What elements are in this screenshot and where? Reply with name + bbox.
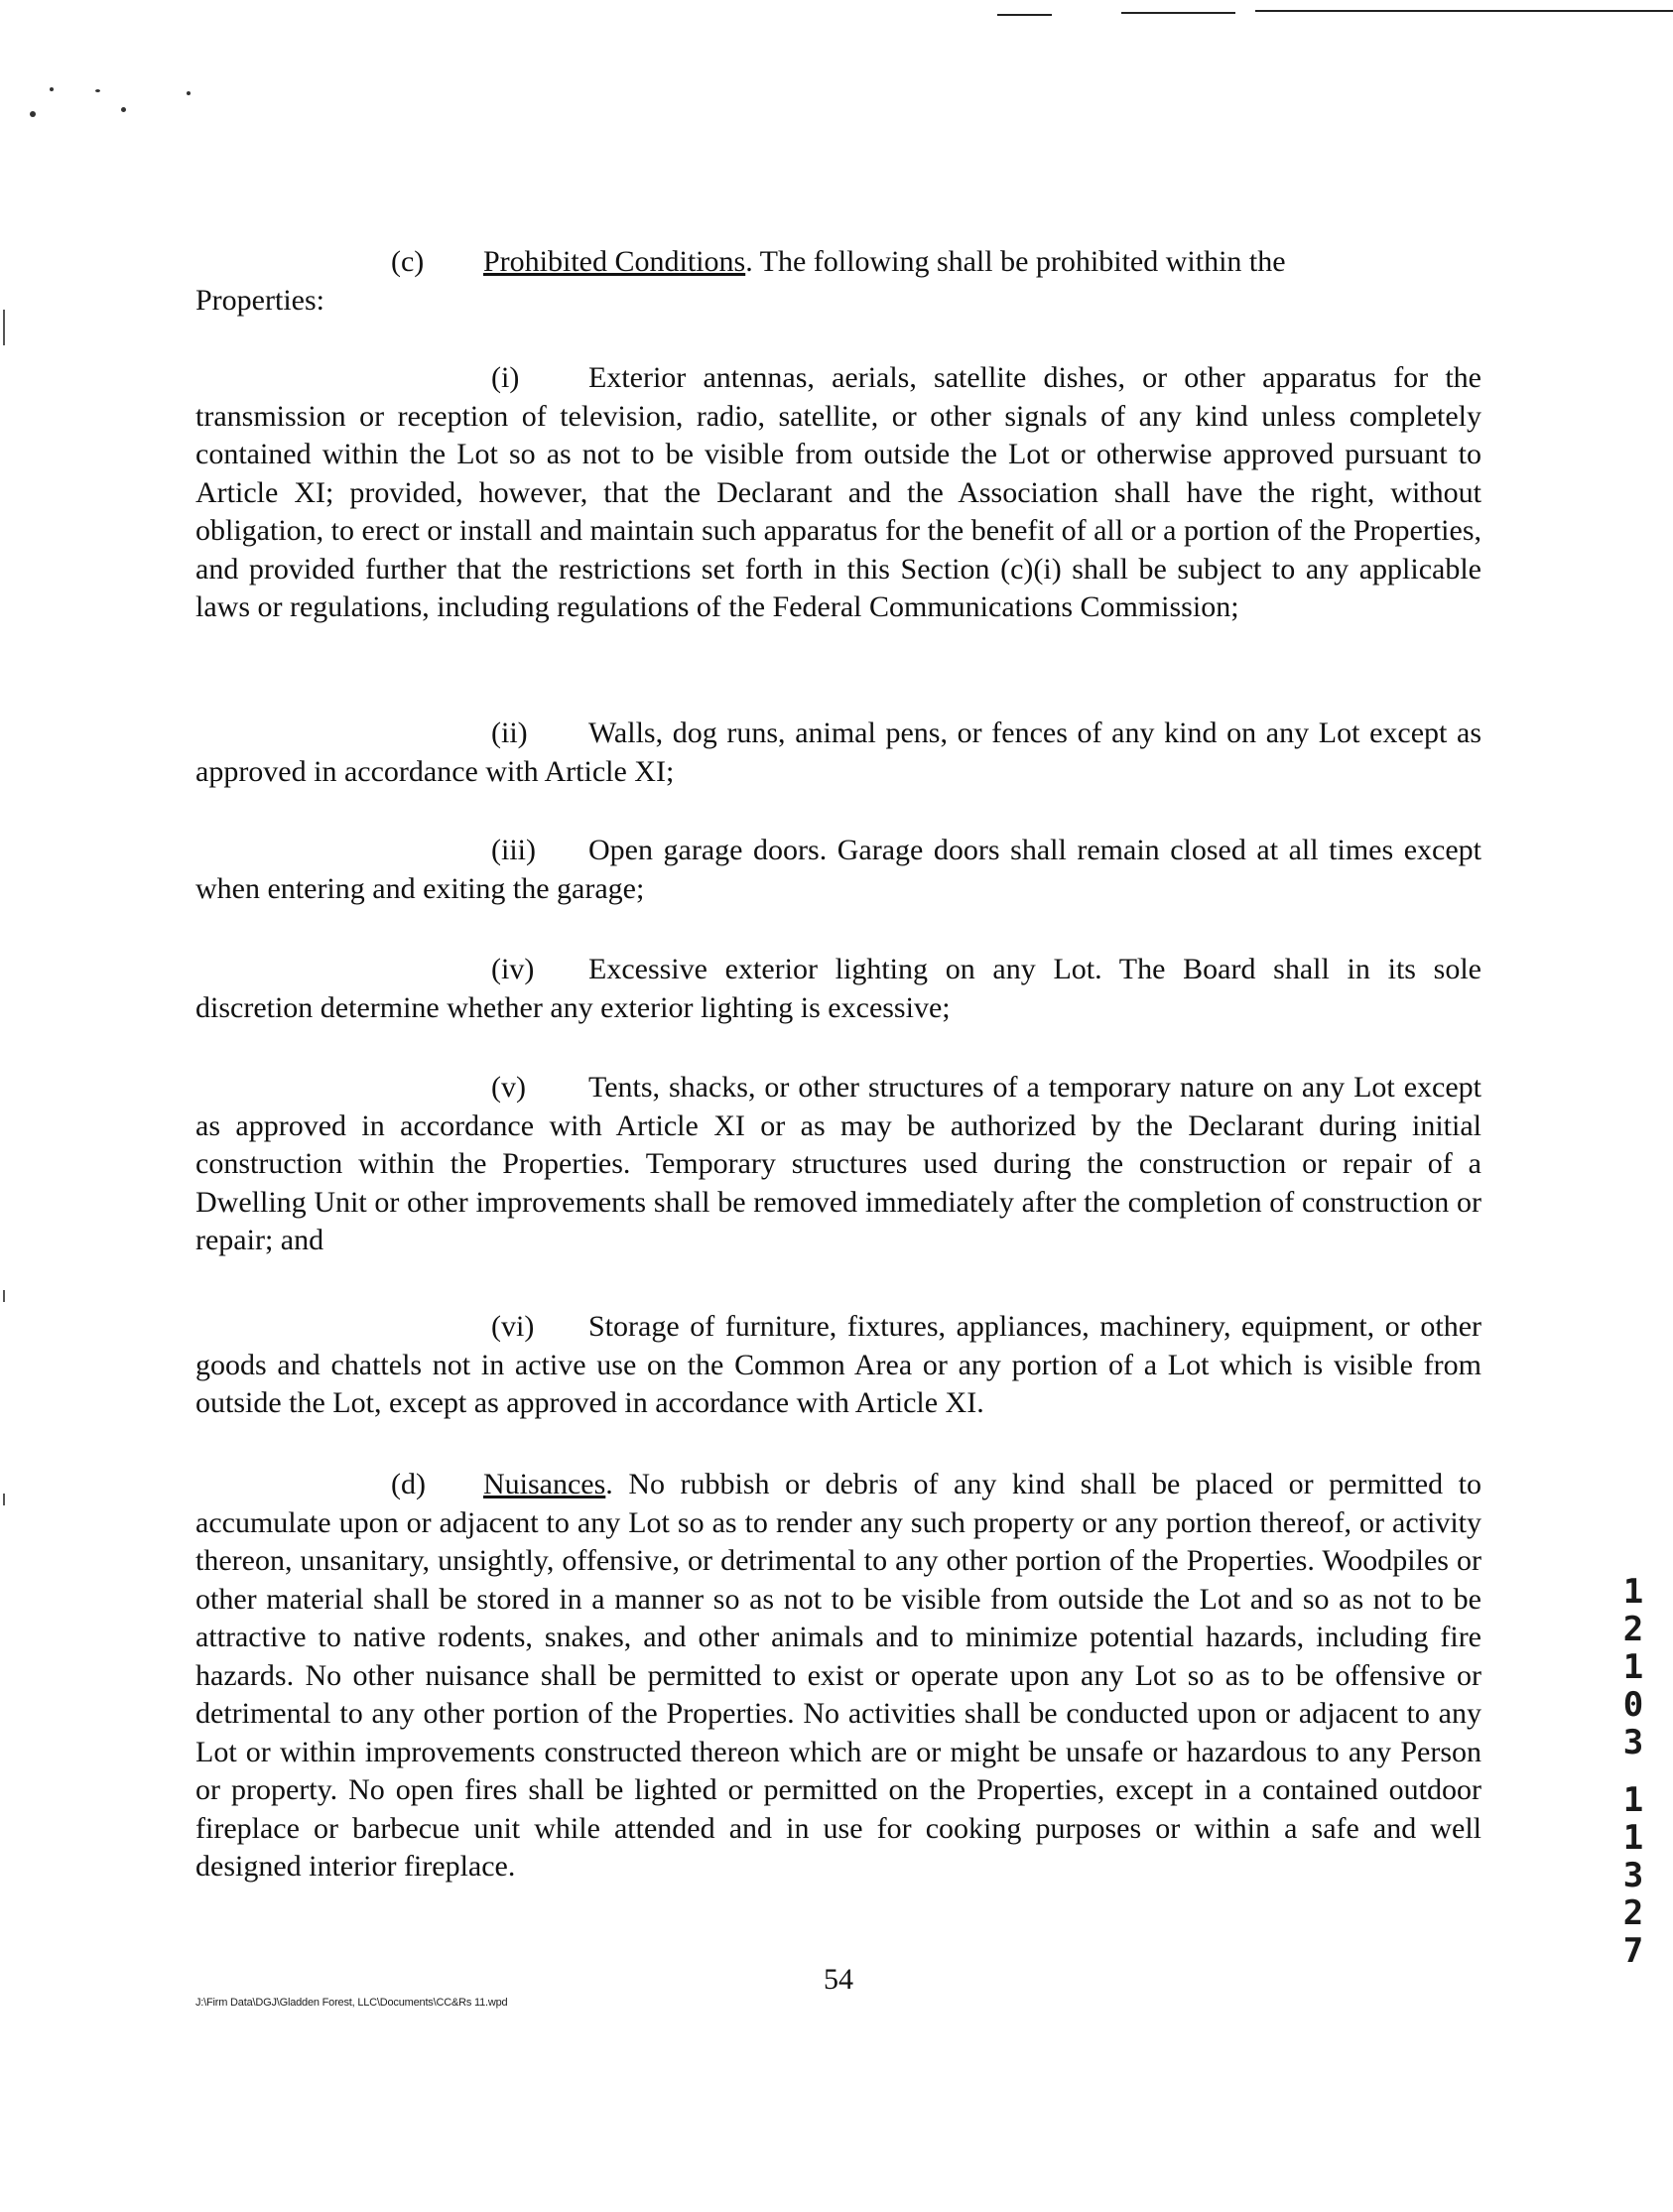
stamp-digit: 3 — [1622, 1723, 1644, 1762]
scan-line — [997, 14, 1052, 16]
item-ii-paragraph — [195, 715, 1481, 791]
stamp-digit: 0 — [1622, 1685, 1644, 1725]
footer-file-path: J:\Firm Data\DGJ\Gladden Forest, LLC\Documents\CC&Rs 11.wpd — [195, 1997, 508, 2009]
stamp-digit: 7 — [1622, 1931, 1644, 1971]
recording-stamp-bottom — [1615, 1781, 1651, 1970]
scan-speck — [187, 91, 191, 95]
item-label: (i) — [491, 361, 520, 394]
item-vi-paragraph — [195, 1308, 1481, 1423]
section-c-intro-cont: Properties: — [195, 283, 324, 317]
page-number: 54 — [824, 1963, 853, 1996]
section-c-label: (c) — [391, 245, 425, 278]
scan-line — [1255, 10, 1673, 12]
section-d-heading: Nuisances — [483, 1468, 606, 1500]
stamp-digit: 1 — [1622, 1818, 1644, 1858]
scan-speck — [50, 87, 54, 91]
item-v-paragraph — [195, 1069, 1481, 1260]
stamp-digit: 1 — [1622, 1647, 1644, 1687]
scan-speck — [95, 89, 100, 92]
item-i-paragraph — [195, 359, 1481, 627]
item-text: Exterior antennas, aerials, satellite dishes, or other apparatus for the transmission or reception of television, radio, satellite, or other signals of any kind unless completely contained within the Lot so as not to be visible from outside the Lot or otherwise approved pursuant to Article XI; provided, however, that the Declarant and the Association shall have the right, without obligation, to erect or install and maintain such apparatus for the benefit of all or a portion of the Properties, and provided further that the restrictions set forth in this Section (c)(i) shall be subject to any applicable laws or regulations, including regulations of the Federal Communications Commission; — [195, 361, 1481, 623]
stamp-digit: 1 — [1622, 1780, 1644, 1820]
stamp-digit: 2 — [1622, 1610, 1644, 1649]
section-c-heading: Prohibited Conditions — [483, 245, 746, 278]
scan-mark — [3, 1494, 5, 1505]
item-text: Open garage doors. Garage doors shall remain closed at all times except when entering and exiting the garage; — [195, 834, 1481, 905]
item-label: (iv) — [491, 953, 535, 985]
section-d-label: (d) — [391, 1468, 426, 1500]
item-text: Tents, shacks, or other structures of a temporary nature on any Lot except as approved in accordance with Article XI or as may be authorized by the Declarant during initial construction within the Properties. Temporary structures used during the construction or repair of a Dwelling Unit or other improvements shall be removed immediately after the completion of construction or repair; and — [195, 1071, 1481, 1256]
stamp-digit: 3 — [1622, 1856, 1644, 1895]
section-d-text: . No rubbish or debris of any kind shall be placed or permitted to accumulate upon or adjacent to any Lot so as to render any such property or any portion thereof, or activity thereon, unsanitary, unsightly, offensive, or detrimental to any other portion of the Properties. Woodpiles or other material shall be stored in a manner so as not to be visible from outside the Lot and so as not to be attractive to native rodents, snakes, and other animals and to minimize potential hazards, including fire hazards. No other nuisance shall be permitted to exist or operate upon any Lot so as to be offensive or detrimental to any other portion of the Properties. No activities shall be conducted upon or adjacent to any Lot or within improvements constructed thereon which are or might be unsafe or hazardous to any Person or property. No open fires shall be lighted or permitted on the Properties, except in a contained outdoor fireplace or barbecue unit while attended and in use for cooking purposes or within a safe and well designed interior fireplace. — [195, 1468, 1481, 1883]
scan-mark — [3, 310, 5, 345]
item-label: (iii) — [491, 834, 536, 866]
item-text: Storage of furniture, fixtures, appliances, machinery, equipment, or other goods and chattels not in active use on the Common Area or any portion of a Lot which is visible from outside the Lot, except as approved in accordance with Article XI. — [195, 1310, 1481, 1419]
stamp-digit: 1 — [1622, 1572, 1644, 1612]
item-iv-paragraph — [195, 951, 1481, 1027]
section-c-paragraph — [195, 243, 1481, 320]
item-label: (vi) — [491, 1310, 535, 1343]
scan-speck — [30, 111, 36, 117]
item-label: (v) — [491, 1071, 526, 1104]
item-text: Excessive exterior lighting on any Lot. The Board shall in its sole discretion determine whether any exterior lighting is excessive; — [195, 953, 1481, 1024]
item-text: Walls, dog runs, animal pens, or fences of any kind on any Lot except as approved in accordance with Article XI; — [195, 716, 1481, 788]
scan-line — [1121, 12, 1235, 14]
item-iii-paragraph — [195, 832, 1481, 908]
section-d-paragraph — [195, 1466, 1481, 1887]
scan-mark — [3, 1290, 5, 1302]
stamp-digit: 2 — [1622, 1893, 1644, 1933]
item-label: (ii) — [491, 716, 528, 749]
scan-speck — [121, 107, 126, 112]
recording-stamp-top — [1615, 1573, 1651, 1761]
section-c-intro: . The following shall be prohibited within the — [745, 245, 1286, 278]
